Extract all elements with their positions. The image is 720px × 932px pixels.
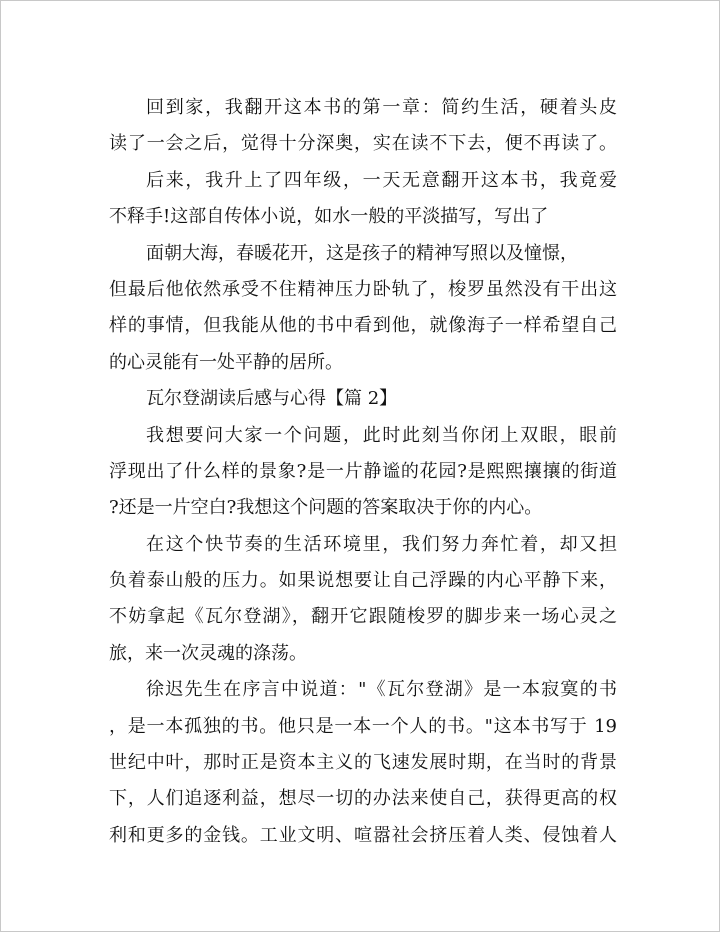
document-body — [109, 90, 617, 854]
paragraph-line: 徐迟先生在序言中说道："《瓦尔登湖》是一本寂寞的书 — [146, 679, 617, 701]
paragraph-line: 世纪中叶，那时正是资本主义的飞速发展时期，在当时的背景 — [109, 752, 617, 774]
paragraph-line: 读了一会之后，觉得十分深奥，实在读不下去，便不再读了。 — [109, 133, 617, 155]
paragraph-line: 旅，来一次灵魂的涤荡。 — [109, 642, 307, 664]
paragraph-line: 面朝大海，春暖花开，这是孩子的精神写照以及憧憬， — [146, 242, 578, 264]
paragraph-line: 但最后他依然承受不住精神压力卧轨了，梭罗虽然没有干出这 — [109, 278, 617, 300]
paragraph-line: 后来，我升上了四年级，一天无意翻开这本书，我竟爱 — [146, 169, 617, 191]
paragraph-line: 利和更多的金钱。工业文明、喧嚣社会挤压着人类、侵蚀着人 — [109, 824, 617, 846]
paragraph-line: 回到家，我翻开这本书的第一章：简约生活，硬着头皮 — [146, 97, 617, 118]
paragraph-line: 负着泰山般的压力。如果说想要让自己浮躁的内心平静下来， — [109, 570, 617, 592]
paragraph-line: ?还是一片空白?我想这个问题的答案取决于你的内心。 — [109, 497, 543, 519]
section-heading: 瓦尔登湖读后感与心得【篇 2】 — [146, 388, 398, 410]
paragraph-line: 不妨拿起《瓦尔登湖》，翻开它跟随梭罗的脚步来一场心灵之 — [109, 606, 617, 628]
paragraph-line: 在这个快节奏的生活环境里，我们努力奔忙着，却又担 — [146, 533, 617, 555]
paragraph-line: 不释手!这部自传体小说，如水一般的平淡描写，写出了 — [109, 206, 549, 228]
paragraph-line: 我想要问大家一个问题，此时此刻当你闭上双眼，眼前 — [146, 424, 617, 446]
paragraph-line: 的心灵能有一处平静的居所。 — [109, 351, 343, 373]
paragraph-line: ，是一本孤独的书。他只是一本一个人的书。"这本书写于 19 — [109, 715, 617, 737]
paragraph-line: 样的事情，但我能从他的书中看到他，就像海子一样希望自己 — [109, 315, 617, 337]
paragraph-line: 浮现出了什么样的景象?是一片静谧的花园?是熙熙攘攘的街道 — [109, 460, 617, 482]
paragraph-line: 下，人们追逐利益，想尽一切的办法来使自己，获得更高的权 — [109, 788, 617, 810]
